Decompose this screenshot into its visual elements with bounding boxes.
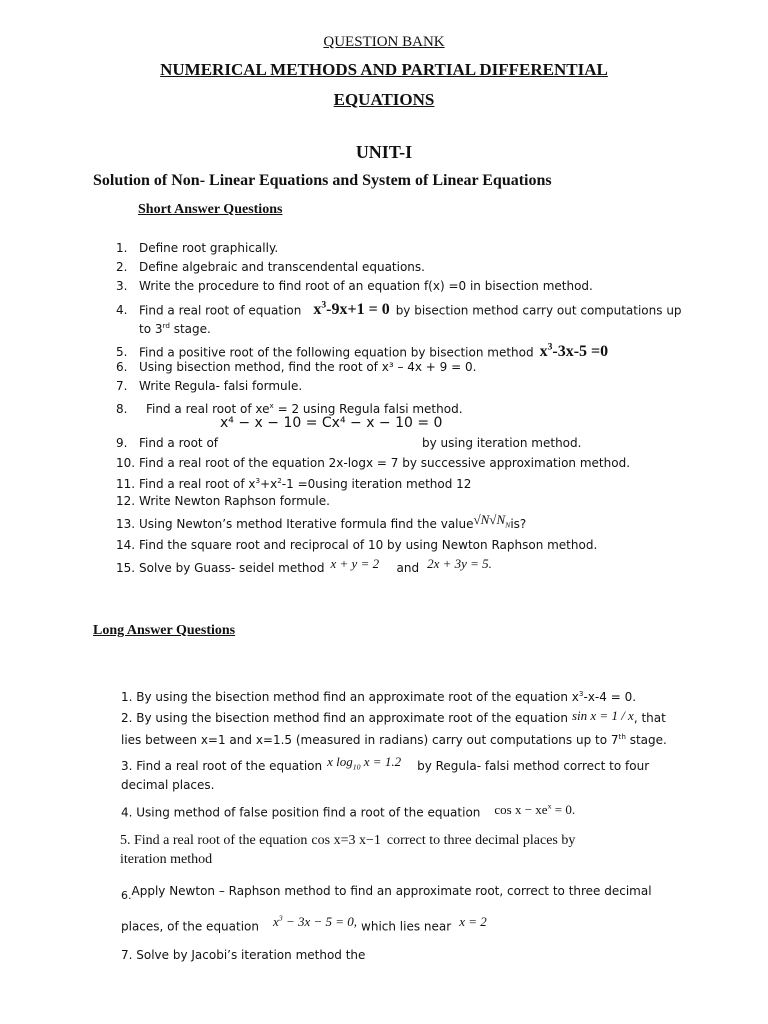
question-number: 9. (116, 436, 128, 450)
long-question-6-continuation (121, 916, 487, 933)
question-number: 14. (116, 538, 136, 552)
short-answer-heading: Short Answer Questions (138, 202, 283, 217)
question-text: places, of the equation (121, 919, 259, 934)
question-text: Apply Newton – Raphson method to find an approximate root, correct to three decimal (131, 884, 652, 898)
question-8 (116, 399, 463, 416)
equation (540, 343, 609, 360)
equation-text: x (273, 914, 279, 930)
question-text: Write Regula- falsi formule. (139, 379, 303, 393)
question-13 (116, 512, 527, 537)
question-text: -1 =0using iteration method 12 (281, 477, 472, 491)
superscript: 3 (255, 476, 261, 485)
equation-text: x log (327, 754, 353, 769)
superscript: th (618, 732, 626, 741)
question-text: Using bisection method, find the root of x³ – 4x + 9 = 0. (139, 360, 477, 374)
equation (273, 914, 357, 929)
question-text: stage. (625, 733, 667, 747)
equation (313, 301, 389, 318)
equation-text: -3x-5 =0 (552, 343, 609, 361)
long-question-7: 7. Solve by Jacobi’s iteration method the (121, 948, 366, 962)
unit-heading: UNIT-I (355, 142, 413, 162)
question-2 (116, 260, 425, 274)
superscript: rd (162, 321, 170, 330)
question-text: -x-4 = 0. (583, 690, 637, 704)
question-text: Define root graphically. (139, 241, 279, 255)
question-1 (116, 241, 278, 255)
question-12 (116, 494, 330, 508)
long-question-3 (121, 754, 650, 779)
question-text: 1. By using the bisection method find an approximate root of the equation x (121, 690, 579, 704)
question-number: 1. (116, 241, 128, 255)
iteration-equation: x⁴ − x − 10 = Cx⁴ − x − 10 = 0 (220, 415, 443, 431)
question-text: = 2 using Regula falsi method. (273, 402, 463, 416)
question-text: by bisection method carry out computations up (395, 303, 682, 318)
question-text: stage. (169, 322, 211, 336)
question-9 (116, 436, 581, 450)
question-text: Using Newton’s method Iterative formula find the value (139, 517, 474, 531)
long-question-3-continuation: decimal places. (121, 778, 215, 792)
equation-text: − 3x − 5 = 0, (282, 914, 358, 930)
equation-subscript: N (505, 520, 511, 530)
question-3 (116, 279, 593, 293)
question-text: Write Newton Raphson formule. (139, 494, 330, 508)
equation-subscript: 10 (352, 762, 361, 772)
question-number: 4. (116, 303, 128, 318)
equation (494, 802, 575, 817)
question-text: correct to three decimal places by (386, 833, 576, 848)
question-number: 7. (116, 379, 128, 393)
equation-text: = 0. (551, 802, 576, 818)
question-text: which lies near (361, 919, 452, 934)
question-text: Solve by Guass- seidel method (139, 561, 325, 575)
question-text: Write the procedure to find root of an equation f(x) =0 in bisection method. (139, 279, 593, 293)
doc-title-line2: NUMERICAL METHODS AND PARTIAL DIFFERENTIAL (160, 60, 608, 79)
question-number: 6. (116, 360, 128, 374)
equation-text: cos x − xe (494, 802, 548, 818)
long-question-2-continuation (121, 730, 667, 747)
question-text: 2. By using the bisection method find an approximate root of the equation (121, 711, 568, 725)
question-text: 4. Using method of false position find a root of the equation (121, 805, 481, 820)
equation-superscript: 3 (321, 300, 327, 311)
long-question-5-continuation: iteration method (120, 852, 213, 867)
question-text: +x (260, 477, 278, 491)
question-11 (116, 474, 471, 491)
equation: cos x=3 x−1 (311, 833, 381, 848)
question-text: , that (633, 711, 666, 725)
equation-text: x = 1.2 (360, 754, 402, 769)
equation (327, 755, 417, 775)
question-number: 8. (116, 402, 128, 416)
long-question-1 (121, 687, 636, 704)
doc-title-line1: QUESTION BANK (323, 34, 445, 50)
question-text: Define algebraic and transcendental equations. (139, 260, 425, 274)
equation-superscript: 3 (547, 342, 553, 353)
question-text: 3. Find a real root of the equation (121, 759, 323, 773)
long-question-5 (120, 832, 575, 849)
question-number: 5. (116, 345, 128, 360)
question-text: Find a real root of xe (146, 402, 270, 416)
question-text: is? (510, 517, 527, 531)
equation-superscript: 3 (278, 914, 283, 923)
equation: x + y = 2 (330, 556, 380, 571)
equation: sin x = 1 / x (571, 708, 634, 723)
question-number: 15. (116, 561, 136, 575)
question-5 (116, 341, 608, 359)
equation-text: x (313, 301, 322, 319)
section-heading: Solution of Non- Linear Equations and System of Linear Equations (93, 172, 552, 189)
equation-text: x (539, 343, 548, 361)
long-question-6 (121, 884, 652, 902)
equation-superscript: x (547, 802, 552, 811)
question-text: 5. Find a real root of the equation (120, 833, 308, 848)
question-text: by Regula- falsi method correct to four (417, 759, 650, 773)
question-number: 11. (116, 477, 136, 491)
long-answer-heading: Long Answer Questions (93, 623, 236, 638)
equation-text: -9x+1 = 0 (326, 301, 390, 319)
question-number: 6. (121, 889, 132, 902)
doc-title-line3: EQUATIONS (333, 90, 435, 109)
question-number: 10. (116, 456, 136, 470)
question-text: Find a root of (139, 436, 219, 450)
equation: x = 2 (459, 914, 487, 930)
equation: 2x + 3y = 5. (427, 556, 492, 571)
question-text: Find the square root and reciprocal of 10 by using Newton Raphson method. (139, 538, 598, 552)
question-text: Find a real root of x (139, 477, 256, 491)
question-number: 2. (116, 260, 128, 274)
question-text: Find a real root of equation (139, 303, 302, 318)
question-text: by using iteration method. (422, 436, 582, 450)
question-6 (116, 360, 476, 374)
superscript: 3 (578, 689, 584, 698)
question-7 (116, 379, 302, 393)
question-15 (116, 556, 492, 575)
question-4-continuation (139, 319, 211, 336)
question-text: to 3 (139, 322, 163, 336)
question-number: 3. (116, 279, 128, 293)
question-text: lies between x=1 and x=1.5 (measured in radians) carry out computations up to 7 (121, 733, 619, 747)
long-question-2 (121, 708, 666, 725)
long-question-4 (121, 802, 575, 819)
question-text: Find a positive root of the following equation by bisection method (139, 345, 534, 360)
question-text: Find a real root of the equation 2x-logx = 7 by successive approximation method. (139, 456, 631, 470)
superscript: x (269, 401, 274, 410)
question-14 (116, 538, 597, 552)
question-number: 12. (116, 494, 136, 508)
question-4 (116, 299, 682, 317)
question-10 (116, 456, 630, 470)
question-text: and (396, 561, 420, 575)
equation (473, 512, 511, 530)
equation-text: √N√N (473, 512, 506, 527)
question-number: 13. (116, 517, 136, 531)
superscript: 2 (277, 476, 282, 485)
